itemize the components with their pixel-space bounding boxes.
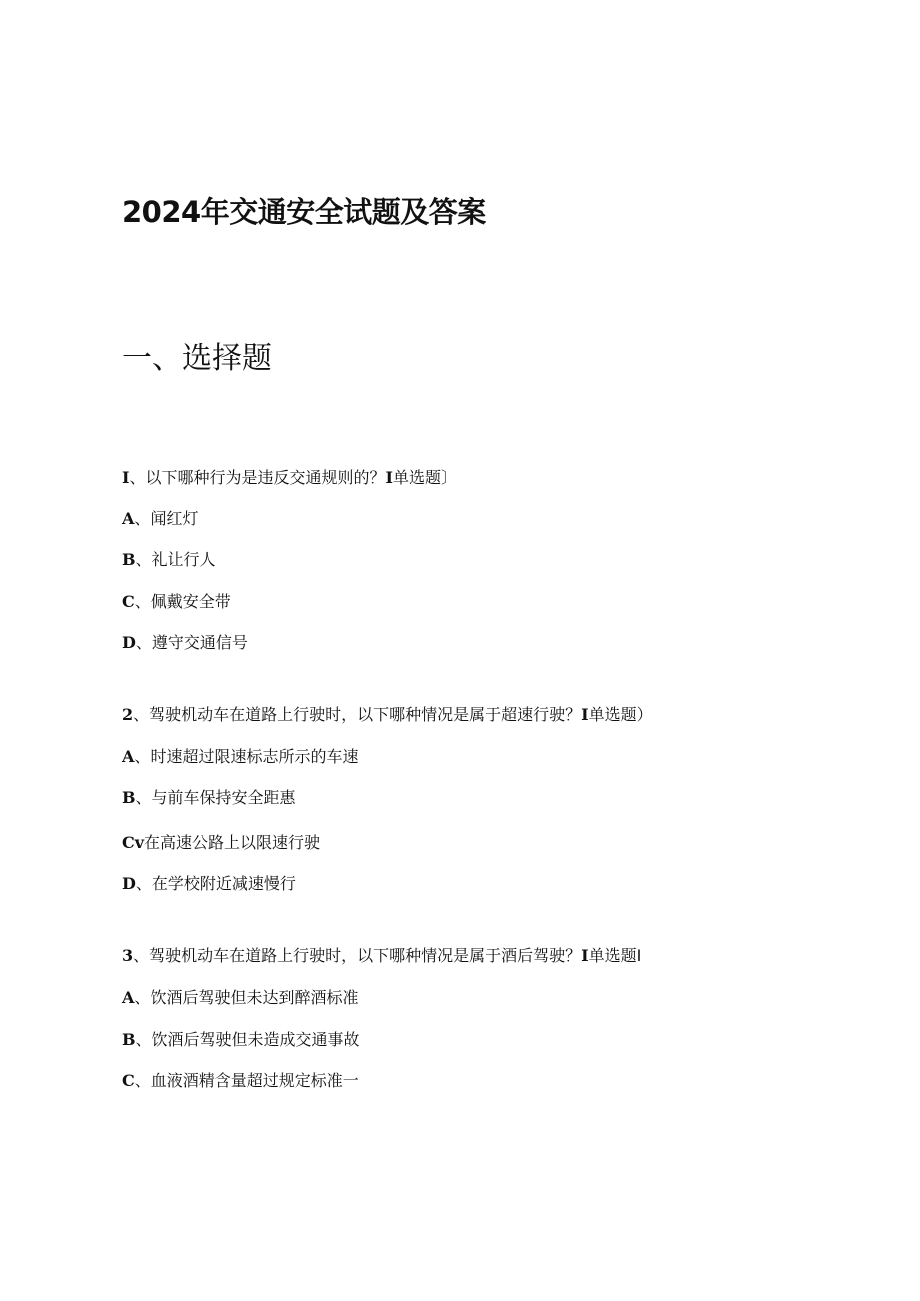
option-letter: B [122,788,136,807]
option-text: 在高速公路上以限速行驶 [144,833,321,852]
option-separator: 、 [135,874,152,893]
option-text: 闻红灯 [150,509,199,528]
option-text: 佩戴安全带 [150,592,231,611]
option-separator: 、 [135,1030,152,1049]
option-text: 饮酒后驾驶但未达到醉酒标准 [150,988,359,1007]
option-letter: C [122,592,135,611]
option-separator: 、 [134,747,151,766]
option-separator: 、 [135,633,152,652]
option-text: 礼让行人 [151,550,216,569]
option-text: 血液酒精含量超过规定标准一 [150,1071,359,1090]
question-type-prefix: I [385,468,393,487]
question-text: 以下哪种行为是违反交通规则的？ [145,468,386,487]
document-title: 2024年交通安全试题及答案 [122,195,486,229]
option-letter: A [122,988,135,1007]
option-separator: 、 [134,988,151,1007]
question-number: I [122,468,130,487]
section-heading: 一、选择题 [122,341,272,376]
option-letter: B [122,550,136,569]
question-number: 3 [122,946,134,965]
option-text: 饮酒后驾驶但未造成交通事故 [151,1030,360,1049]
option-separator: 、 [134,592,151,611]
question-type: 单选题） [588,705,653,724]
question-separator: 、 [129,468,146,487]
question-type-prefix: I [581,946,589,965]
question-3 [122,945,641,967]
question-type: 单选题〕 [393,468,458,487]
option-letter: B [122,1030,136,1049]
question-type: 单选题I [588,946,642,965]
option-letter: A [122,747,135,766]
question-separator: 、 [133,705,150,724]
option-3b [122,1029,360,1051]
option-2d [122,873,296,895]
option-separator: 、 [134,509,151,528]
question-text: 驾驶机动车在道路上行驶时，以下哪种情况是属于酒后驾驶？ [149,946,582,965]
question-separator: 、 [133,946,150,965]
option-separator: 、 [135,550,152,569]
option-2b [122,787,296,809]
option-1d [122,632,248,654]
question-1 [122,467,457,489]
option-letter: C [122,1071,135,1090]
question-2 [122,704,653,726]
option-separator: 、 [135,788,152,807]
option-1a [122,508,198,530]
question-text: 驾驶机动车在道路上行驶时，以下哪种情况是属于超速行驶？ [149,705,582,724]
option-text: 时速超过限速标志所示的车速 [150,747,359,766]
option-2a [122,746,358,768]
option-3c [122,1070,359,1092]
option-letter: A [122,509,135,528]
option-1c [122,591,231,613]
option-3a [122,987,358,1009]
option-1b [122,549,216,571]
option-letter: D [122,874,136,893]
question-type-prefix: I [581,705,589,724]
option-separator: 、 [134,1071,151,1090]
option-text: 遵守交通信号 [151,633,248,652]
question-number: 2 [122,705,134,724]
option-text: 在学校附近减速慢行 [151,874,296,893]
option-text: 与前车保持安全距惠 [151,788,296,807]
option-letter: Cv [122,833,145,852]
option-letter: D [122,633,136,652]
option-2c [122,832,320,854]
